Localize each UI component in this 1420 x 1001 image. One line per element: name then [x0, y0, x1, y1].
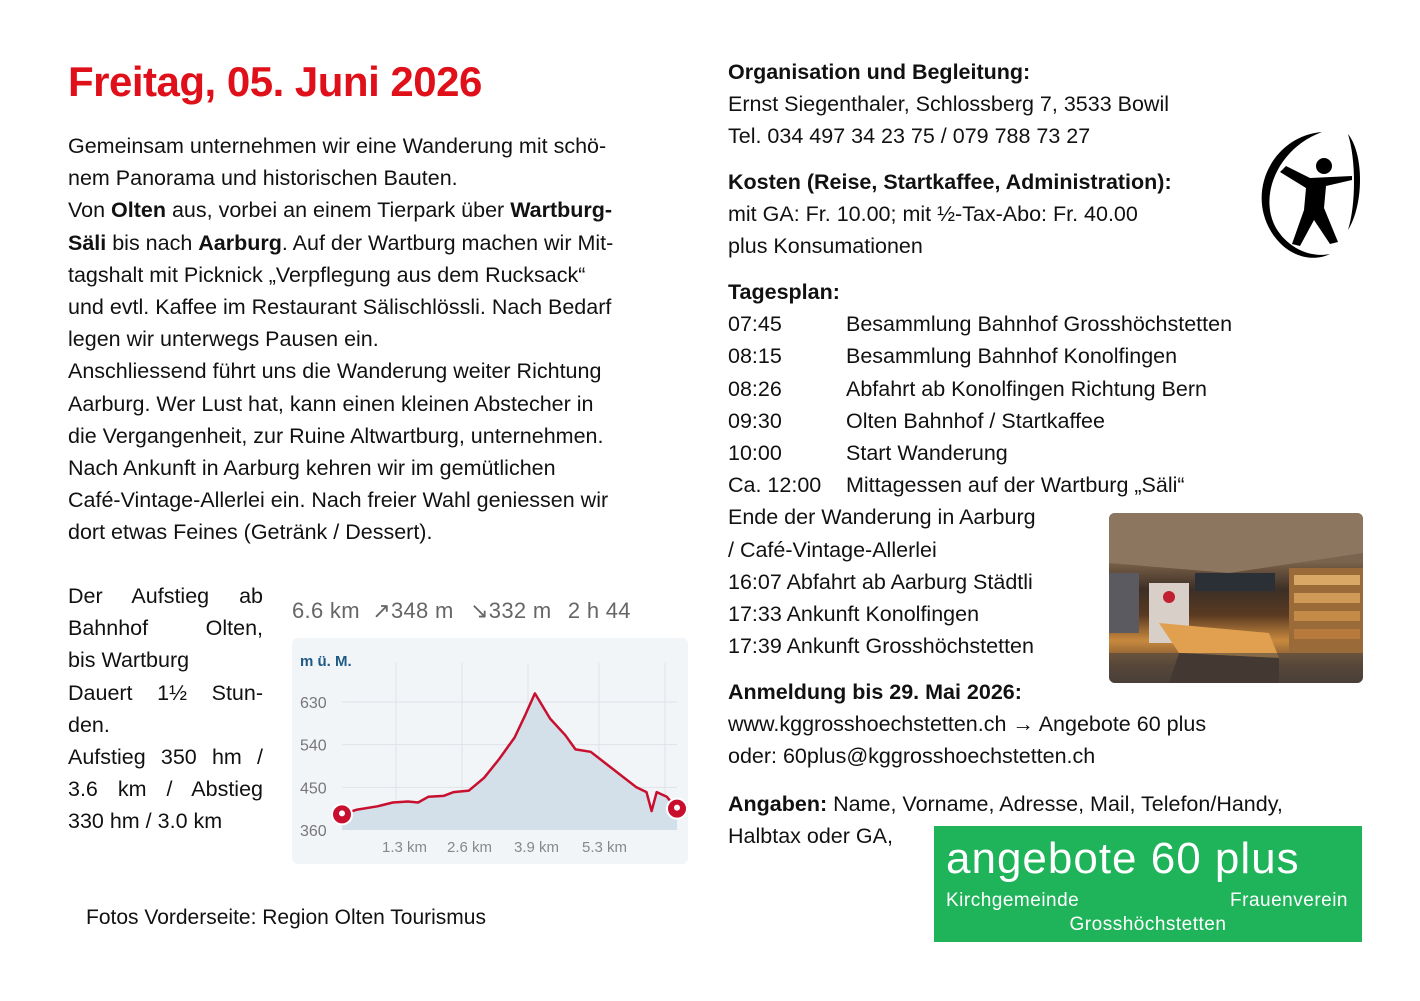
schedule-extra-row: Ende der Wanderung in Aarburg [728, 505, 1036, 530]
ascent-info-line: Aufstieg 350 hm / [68, 745, 263, 770]
intro-line: nem Panorama und historischen Bauten. [68, 166, 458, 191]
route-distance: 6.6 km [292, 598, 360, 623]
schedule-time: 10:00 [728, 441, 782, 466]
svg-text:540: 540 [300, 737, 327, 755]
schedule-row [728, 308, 1368, 340]
schedule-extra-row: 17:39 Ankunft Grosshöchstetten [728, 634, 1034, 659]
cost-prices: mit GA: Fr. 10.00; mit ½-Tax-Abo: Fr. 40.00 [728, 202, 1138, 227]
required-info-text-2: Halbtax oder GA, [728, 824, 893, 849]
page-title: Freitag, 05. Juni 2026 [68, 58, 482, 105]
cost-extra: plus Konsumationen [728, 234, 923, 259]
required-info-label: Angaben: [728, 792, 828, 816]
schedule-heading: Tagesplan: [728, 280, 840, 304]
ascent-info-line: 330 hm / 3.0 km [68, 809, 223, 834]
intro-line: Von Olten aus, vorbei an einem Tierpark über Wartburg- [68, 198, 613, 223]
schedule-time: 08:26 [728, 376, 782, 401]
logo-frauenverein: Frauenverein [1230, 890, 1348, 911]
ascent-info-line: Der Aufstieg ab [68, 584, 263, 608]
intro-paragraph [68, 130, 683, 549]
schedule-time: 08:15 [728, 344, 782, 369]
registration-website-link[interactable]: www.kggrosshoechstetten.ch → Angebote 60 plus [728, 712, 1207, 737]
route-duration: 2 h 44 [567, 598, 631, 623]
photo-credit: Fotos Vorderseite: Region Olten Tourismus [86, 906, 486, 929]
schedule-text: Besammlung Bahnhof Grosshöchstetten [846, 312, 1233, 337]
schedule-text: Start Wanderung [846, 441, 1008, 466]
intro-line: Anschliessend führt uns die Wanderung weiter Richtung [68, 359, 602, 384]
bakery-cafe-photo [1109, 513, 1363, 683]
registration-email-link[interactable]: oder: 60plus@kggrosshoechstetten.ch [728, 744, 1096, 769]
svg-text:360: 360 [300, 823, 327, 840]
schedule-row [728, 373, 1368, 405]
svg-text:2.6 km: 2.6 km [447, 839, 493, 856]
svg-text:m ü. M.: m ü. M. [300, 653, 352, 670]
elevation-profile-chart [292, 638, 688, 864]
cost-section [728, 166, 1368, 263]
cost-heading: Kosten (Reise, Startkaffee, Administration): [728, 170, 1172, 194]
route-ascent: 348 m [390, 598, 454, 623]
ascent-info-line: bis Wartburg [68, 648, 190, 673]
schedule-extra-row: / Café-Vintage-Allerlei [728, 537, 937, 562]
logo-location: Grosshöchstetten [1069, 914, 1227, 935]
intro-line: tagshalt mit Picknick „Verpflegung aus dem Rucksack“ [68, 262, 586, 287]
svg-text:450: 450 [300, 780, 327, 798]
ascent-info-line: Dauert 1½ Stun- [68, 680, 263, 705]
organisation-heading: Organisation und Begleitung: [728, 60, 1031, 84]
schedule-row [728, 437, 1368, 469]
elevation-chart-svg [292, 638, 688, 864]
intro-line: Gemeinsam unternehmen wir eine Wanderung mit schö- [68, 134, 607, 158]
schedule-text: Besammlung Bahnhof Konolfingen [846, 344, 1178, 369]
required-info-text: Name, Vorname, Adresse, Mail, Telefon/Handy, [827, 792, 1283, 816]
route-descent: 332 m [488, 598, 552, 623]
intro-line: Café-Vintage-Allerlei ein. Nach freier Wahl geniessen wir [68, 488, 609, 513]
intro-line: Aarburg. Wer Lust hat, kann einen kleinen Abstecher in [68, 391, 594, 416]
logo-title: angebote 60 plus [946, 834, 1300, 883]
logo-kirchgemeinde: Kirchgemeinde [946, 890, 1080, 911]
ascent-info [68, 580, 263, 838]
organisation-phone: Tel. 034 497 34 23 75 / 079 788 73 27 [728, 124, 1091, 149]
descent-arrow-icon: ↘ [470, 598, 489, 623]
svg-text:5.3 km: 5.3 km [582, 839, 628, 856]
schedule-row [728, 469, 1368, 501]
schedule-text: Olten Bahnhof / Startkaffee [846, 408, 1105, 433]
ascent-info-line: den. [68, 712, 110, 737]
schedule-row [728, 340, 1368, 372]
ascent-arrow-icon: ↗ [372, 598, 391, 623]
intro-line: dort etwas Feines (Getränk / Dessert). [68, 520, 433, 545]
registration-section [728, 676, 1368, 773]
svg-text:3.9 km: 3.9 km [514, 839, 560, 856]
schedule-row [728, 405, 1368, 437]
schedule-time: 09:30 [728, 408, 782, 433]
schedule-list [728, 308, 1368, 501]
intro-line: und evtl. Kaffee im Restaurant Sälischlössli. Nach Bedarf [68, 295, 612, 320]
schedule-extra-row: 16:07 Abfahrt ab Aarburg Städtli [728, 569, 1033, 594]
registration-heading: Anmeldung bis 29. Mai 2026: [728, 680, 1022, 704]
angebote-60-plus-logo [934, 826, 1362, 942]
route-summary [292, 598, 631, 624]
schedule-extra-row: 17:33 Ankunft Konolfingen [728, 602, 980, 627]
intro-line: Nach Ankunft in Aarburg kehren wir im gemütlichen [68, 456, 556, 481]
schedule-time: 07:45 [728, 312, 782, 337]
schedule-time: Ca. 12:00 [728, 473, 822, 498]
schedule-text: Mittagessen auf der Wartburg „Säli“ [846, 473, 1185, 498]
intro-line: Säli bis nach Aarburg. Auf der Wartburg machen wir Mit- [68, 230, 614, 255]
ascent-info-line: 3.6 km / Abstieg [68, 777, 263, 802]
ascent-info-line: Bahnhof Olten, [68, 616, 263, 641]
intro-line: legen wir unterwegs Pausen ein. [68, 327, 379, 352]
schedule-text: Abfahrt ab Konolfingen Richtung Bern [846, 376, 1207, 401]
organisation-address: Ernst Siegenthaler, Schlossberg 7, 3533 Bowil [728, 92, 1170, 117]
intro-line: die Vergangenheit, zur Ruine Altwartburg, unternehmen. [68, 423, 604, 448]
svg-text:630: 630 [300, 694, 327, 712]
svg-text:1.3 km: 1.3 km [382, 839, 428, 856]
